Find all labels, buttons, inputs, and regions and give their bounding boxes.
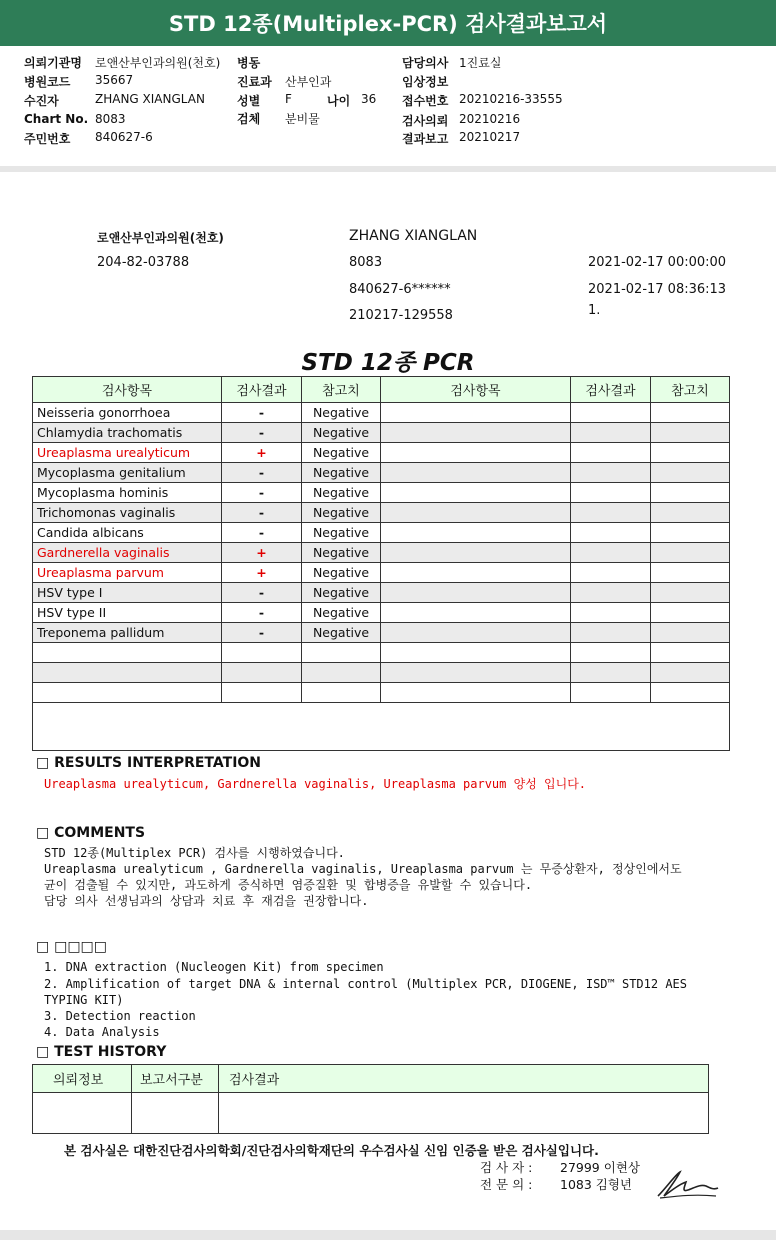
method-line: TYPING KIT): [44, 993, 124, 1007]
info-sample-no: 210217-129558: [349, 308, 453, 323]
result-value-2: [571, 523, 651, 543]
result-value-2: [571, 583, 651, 603]
clinical-label: 임상정보: [402, 75, 449, 89]
result-reference: Negative: [302, 563, 381, 583]
age-label: 나이: [327, 94, 351, 108]
history-col-report-type: 보고서구분: [132, 1065, 219, 1093]
hospital-code-value: 35667: [95, 73, 134, 87]
result-value: [222, 643, 302, 663]
signature-icon: [654, 1166, 724, 1202]
table-row: [33, 483, 730, 503]
result-reference-2: [651, 503, 730, 523]
result-reference-2: [651, 563, 730, 583]
test-subtitle: STD 12종 PCR: [301, 350, 475, 376]
interpretation-text: Ureaplasma urealyticum, Gardnerella vaginalis, Ureaplasma parvum 양성 입니다.: [44, 777, 587, 791]
institution-label: 의뢰기관명: [24, 56, 82, 70]
result-value: -: [222, 623, 302, 643]
result-item-name-2: [381, 503, 571, 523]
result-reference: Negative: [302, 503, 381, 523]
report-label: 결과보고: [402, 132, 449, 146]
hospital-code-label: 병원코드: [24, 75, 71, 89]
dept-value: 산부인과: [285, 75, 332, 89]
result-item-name: Candida albicans: [33, 523, 222, 543]
result-item-name: HSV type I: [33, 583, 222, 603]
table-row: [33, 643, 730, 663]
result-reference: [302, 643, 381, 663]
result-reference: Negative: [302, 523, 381, 543]
result-reference: Negative: [302, 583, 381, 603]
report-body: [0, 172, 776, 1230]
info-date-1: 2021-02-17 00:00:00: [588, 255, 727, 270]
result-reference-2: [651, 663, 730, 683]
result-value-2: [571, 623, 651, 643]
result-value: -: [222, 603, 302, 623]
table-row: [33, 603, 730, 623]
result-reference-2: [651, 443, 730, 463]
request-label: 검사의뢰: [402, 114, 449, 128]
result-item-name-2: [381, 403, 571, 423]
specimen-label: 검체: [237, 112, 261, 126]
sex-value: F: [285, 92, 292, 106]
result-reference-2: [651, 403, 730, 423]
result-value-2: [571, 403, 651, 423]
comment-line: STD 12종(Multiplex PCR) 검사를 시행하였습니다.: [44, 846, 345, 860]
result-item-name-2: [381, 603, 571, 623]
result-item-name: Gardnerella vaginalis: [33, 543, 222, 563]
result-item-name: Trichomonas vaginalis: [33, 503, 222, 523]
result-item-name-2: [381, 523, 571, 543]
specialist-value: 1083 김형년: [560, 1177, 633, 1192]
results-blank-footer: [33, 703, 730, 751]
result-value-2: [571, 683, 651, 703]
result-item-name-2: [381, 583, 571, 603]
tester-value: 27999 이현상: [560, 1160, 640, 1175]
doctor-value: 1진료실: [459, 56, 502, 70]
result-value-2: [571, 443, 651, 463]
result-value-2: [571, 483, 651, 503]
result-item-name-2: [381, 663, 571, 683]
result-reference: Negative: [302, 443, 381, 463]
comment-line: 담당 의사 선생님과의 상담과 치료 후 재검을 권장합니다.: [44, 894, 369, 908]
table-row: [33, 403, 730, 423]
patient-value: ZHANG XIANGLAN: [95, 92, 205, 106]
result-item-name-2: [381, 443, 571, 463]
col-header-item-2: 검사항목: [381, 377, 571, 403]
result-value: [222, 683, 302, 703]
result-item-name: Ureaplasma urealyticum: [33, 443, 222, 463]
chart-label: Chart No.: [24, 112, 89, 126]
result-reference-2: [651, 463, 730, 483]
result-value: +: [222, 563, 302, 583]
col-header-result-2: 검사결과: [571, 377, 651, 403]
result-reference: Negative: [302, 623, 381, 643]
history-heading: □ TEST HISTORY: [36, 1044, 167, 1060]
info-patient: ZHANG XIANGLAN: [349, 228, 478, 244]
info-biz-no: 204-82-03788: [97, 255, 190, 270]
result-value-2: [571, 563, 651, 583]
certification-note: 본 검사실은 대한진단검사의학회/진단검사의학재단의 우수검사실 신임 인증을 받은 검사실입니다.: [64, 1143, 599, 1158]
result-reference-2: [651, 483, 730, 503]
history-col-result: 검사결과: [219, 1065, 709, 1093]
result-value-2: [571, 463, 651, 483]
results-table: [32, 376, 730, 751]
result-item-name-2: [381, 643, 571, 663]
history-table: [32, 1064, 709, 1134]
results-header-row: [33, 377, 730, 403]
result-reference-2: [651, 643, 730, 663]
result-value: -: [222, 463, 302, 483]
result-item-name-2: [381, 483, 571, 503]
result-item-name-2: [381, 543, 571, 563]
table-row: [33, 423, 730, 443]
result-reference: Negative: [302, 463, 381, 483]
result-value: [222, 663, 302, 683]
info-ssn: 840627-6******: [349, 282, 451, 297]
table-row: [33, 463, 730, 483]
result-value-2: [571, 663, 651, 683]
method-line: 3. Detection reaction: [44, 1009, 196, 1023]
result-item-name: [33, 663, 222, 683]
info-chart: 8083: [349, 255, 383, 270]
result-item-name: Chlamydia trachomatis: [33, 423, 222, 443]
history-col-request: 의뢰정보: [33, 1065, 132, 1093]
col-header-ref: 참고치: [302, 377, 381, 403]
table-row: [33, 443, 730, 463]
result-value: -: [222, 503, 302, 523]
method-line: 4. Data Analysis: [44, 1025, 160, 1039]
result-item-name: Mycoplasma genitalium: [33, 463, 222, 483]
result-item-name: HSV type II: [33, 603, 222, 623]
result-reference-2: [651, 603, 730, 623]
doctor-label: 담당의사: [402, 56, 449, 70]
result-item-name: Treponema pallidum: [33, 623, 222, 643]
result-reference: [302, 663, 381, 683]
result-item-name-2: [381, 683, 571, 703]
result-value-2: [571, 603, 651, 623]
chart-value: 8083: [95, 112, 126, 126]
info-institution: 로앤산부인과의원(천호): [97, 231, 224, 245]
info-seq: 1.: [588, 303, 601, 318]
method-line: 2. Amplification of target DNA & internal control (Multiplex PCR, DIOGENE, ISD™ STD12 AES: [44, 977, 687, 991]
result-reference: Negative: [302, 403, 381, 423]
receipt-label: 접수번호: [402, 94, 449, 108]
result-item-name-2: [381, 623, 571, 643]
result-reference: Negative: [302, 423, 381, 443]
result-value-2: [571, 423, 651, 443]
interpretation-heading: □ RESULTS INTERPRETATION: [36, 755, 262, 771]
comments-heading: □ COMMENTS: [36, 825, 146, 841]
age-value: 36: [361, 92, 377, 106]
table-row: [33, 583, 730, 603]
institution-value: 로앤산부인과의원(천호): [95, 56, 221, 70]
result-value: -: [222, 523, 302, 543]
table-row: [33, 563, 730, 583]
dept-label: 진료과: [237, 75, 272, 89]
result-reference-2: [651, 423, 730, 443]
report-title: STD 12종(Multiplex-PCR) 검사결과보고서: [0, 0, 776, 46]
result-value: +: [222, 443, 302, 463]
ward-label: 병동: [237, 56, 261, 70]
result-value: -: [222, 483, 302, 503]
result-item-name: Mycoplasma hominis: [33, 483, 222, 503]
report-value: 20210217: [459, 130, 521, 144]
result-item-name-2: [381, 423, 571, 443]
result-item-name-2: [381, 563, 571, 583]
col-header-ref-2: 참고치: [651, 377, 730, 403]
request-value: 20210216: [459, 112, 521, 126]
result-item-name-2: [381, 463, 571, 483]
table-row: [33, 503, 730, 523]
bottom-strip: [0, 1230, 776, 1240]
receipt-value: 20210216-33555: [459, 92, 563, 106]
history-header-row: [33, 1065, 709, 1093]
result-reference: [302, 683, 381, 703]
result-reference: Negative: [302, 603, 381, 623]
sex-label: 성별: [237, 94, 261, 108]
ssn-label: 주민번호: [24, 132, 71, 146]
result-value-2: [571, 503, 651, 523]
info-date-2: 2021-02-17 08:36:13: [588, 282, 727, 297]
result-value: +: [222, 543, 302, 563]
table-row: [33, 623, 730, 643]
comment-line: Ureaplasma urealyticum , Gardnerella vaginalis, Ureaplasma parvum 는 무증상환자, 정상인에서도: [44, 862, 682, 876]
patient-label: 수진자: [24, 94, 59, 108]
result-reference-2: [651, 543, 730, 563]
col-header-result: 검사결과: [222, 377, 302, 403]
result-reference-2: [651, 523, 730, 543]
header-info: [0, 46, 776, 166]
result-item-name: Ureaplasma parvum: [33, 563, 222, 583]
result-item-name: [33, 683, 222, 703]
method-heading: □ □□□□: [36, 939, 108, 955]
result-value-2: [571, 643, 651, 663]
result-reference-2: [651, 583, 730, 603]
result-value: -: [222, 403, 302, 423]
result-value: -: [222, 583, 302, 603]
method-line: 1. DNA extraction (Nucleogen Kit) from specimen: [44, 960, 384, 974]
history-row: [33, 1093, 709, 1134]
result-item-name: Neisseria gonorrhoea: [33, 403, 222, 423]
result-item-name: [33, 643, 222, 663]
result-value-2: [571, 543, 651, 563]
ssn-value: 840627-6: [95, 130, 153, 144]
table-row: [33, 683, 730, 703]
tester-label: 검 사 자 :: [480, 1160, 533, 1175]
specimen-value: 분비물: [285, 112, 320, 126]
result-value: -: [222, 423, 302, 443]
col-header-item: 검사항목: [33, 377, 222, 403]
specialist-label: 전 문 의 :: [480, 1177, 533, 1192]
table-row: [33, 523, 730, 543]
result-reference-2: [651, 623, 730, 643]
result-reference-2: [651, 683, 730, 703]
comment-line: 균이 검출될 수 있지만, 과도하게 증식하면 염증질환 및 합병증을 유발할 수 있습니다.: [44, 878, 533, 892]
result-reference: Negative: [302, 543, 381, 563]
table-row: [33, 663, 730, 683]
table-row: [33, 543, 730, 563]
result-reference: Negative: [302, 483, 381, 503]
